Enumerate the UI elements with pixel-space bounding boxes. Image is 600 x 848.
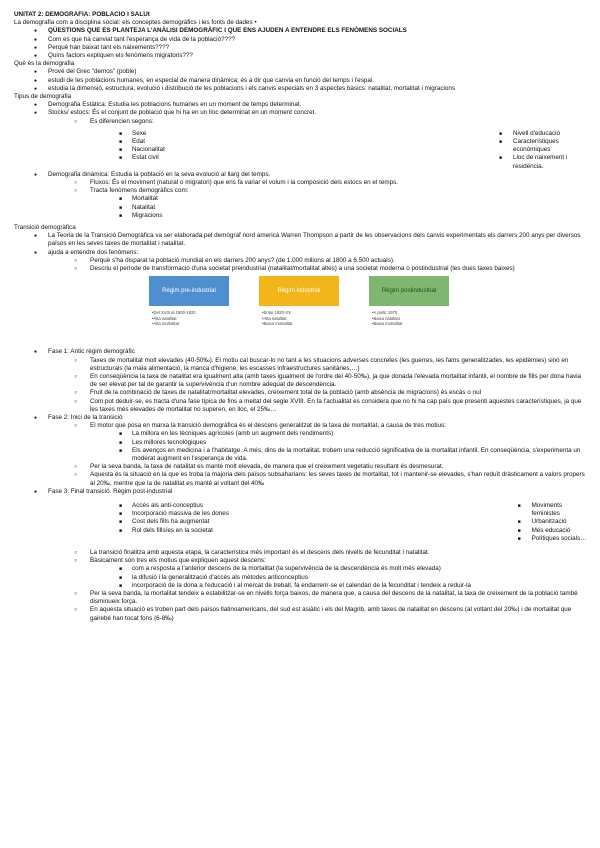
fase3-left-item: ■ Cost dels fills ha augmentat bbox=[14, 518, 282, 526]
diagram-list-item: • Baixa mortalitat bbox=[372, 321, 462, 327]
fase2-item: ○ Per la seva banda, la taxa de natalitat es manté molt elevada, de manera que el creixement vegetatiu resultant és desmesurat. bbox=[14, 463, 588, 471]
fase3-left-item: ■ Accés als anti-conceptius bbox=[14, 502, 282, 510]
diff-left-item: ■ Estat civil bbox=[14, 154, 263, 162]
question-item: ● Quins factors expliquen els fenòmens migratoris??? bbox=[14, 52, 588, 60]
fenomen-item: ■ Migracions bbox=[14, 212, 588, 220]
diferencien-item: ○ Es diferencien segons: bbox=[14, 118, 588, 126]
document-page bbox=[14, 11, 588, 623]
tracta-item: ○ Tracta fenòmens demogràfics com: bbox=[14, 187, 588, 195]
diagram-list-item: • Baixa natalitat bbox=[372, 316, 462, 322]
diagram-list-item: • Entre 1920-XX bbox=[262, 310, 352, 316]
fase2-heading: ● Fase 2: Inici de la transició bbox=[14, 414, 588, 422]
fase1-item: ○ Fruit de la combinació de taxes de natalitat/mortalitat elevades, creixement total de la població (amb absència de migracions) és escàs o nul bbox=[14, 389, 588, 397]
fenomen-item: ■ Natalitat bbox=[14, 204, 588, 212]
diferencien-grid bbox=[14, 130, 588, 171]
diff-right-item: ■ Lloc de naixement i residència. bbox=[513, 154, 588, 170]
teoria-item: ● La Teoria de la Transició Demogràfica va ser elaborada pel demògraf nord americà Warren Thompson a partir de les observacions dels canvis experimentats els darrers 200 anys per diversos països en les seves taxes de mortalitat i natalitat. bbox=[14, 232, 588, 248]
estatica-item: ● Demografia Estàtica: Estudia les poblacions humanes en un moment de temps determinat. bbox=[14, 101, 588, 109]
fase2-motiu: ■ Els avenços en medicina i a l'habitatge. A més, dins de la mortalitat, trobem una reducció significativa de la mortalitat infantil. En conseqüència, s'experimenta un moderat augment en l'esperança de vida. bbox=[14, 447, 588, 463]
fase2-motiu: ■ La millora en les tècniques agrícoles (amb un augment dels rendiments) bbox=[14, 430, 588, 438]
que-es-heading: Què és la demografia bbox=[14, 60, 75, 68]
transicio-heading: Transició demogràfica bbox=[14, 224, 76, 232]
diagram-box-postindustrial: Règim postindustrial bbox=[369, 276, 449, 306]
fase1-item: ○ Com pot deduir-se, es tracta d'una fase típica de fins a meitat del segle XVIII. En fa l'actualitat es considera que no hi ha cap país que presenti aquestes característiques, ja que les taxes més elevades de mortalitat no superen, en lloc, el 25‰… bbox=[14, 398, 588, 414]
diagram-list-item: • Del XVIII al 1900-1920 bbox=[152, 310, 242, 316]
fenomen-item: ■ Mortalitat bbox=[14, 195, 588, 203]
transition-diagram bbox=[14, 276, 588, 344]
diagram-list-industrial bbox=[262, 310, 352, 327]
stocks-item: ● Stocks/ estocs: És el conjunt de població que hi ha en un lloc determinat en un moment concret. bbox=[14, 109, 588, 117]
fase2-intro: ○ El motor que posa en marxa la transició demogràfica és el descens generalitzat de la taxa de mortalitat, a causa de tres motius: bbox=[14, 422, 588, 430]
diagram-box-preindustrial: Règim pre-industrial bbox=[149, 276, 229, 306]
ajuda-item: ● ajuda a entendre dos fenòmens: bbox=[14, 249, 588, 257]
diagram-list-item: • A partir 1970 bbox=[372, 310, 462, 316]
intro-line: La demografia com a disciplina social: els conceptes demogràfics i les fonts de dades • bbox=[14, 19, 257, 27]
fase2-motiu: ■ Les millores tecnològiques bbox=[14, 439, 588, 447]
dinamica-item: ● Demografia dinàmica: Estudia la població en la seva evolució al llarg del temps. bbox=[14, 171, 588, 179]
tipus-heading: Tipus de demografia bbox=[14, 93, 72, 101]
fase3-item: ○ En aquesta situació es troben part dels països llatinoamericans, del sud est asiàtic i els del Magrib, amb taxes de natalitat en descens (al voltant del 20‰) i de mortalitat que gairebé han tocat fons (6-8‰) bbox=[14, 606, 588, 622]
diagram-list-postindustrial bbox=[372, 310, 462, 327]
document-title: UNITAT 2: DEMOGRAFIA: POBLACIÓ I SALUt bbox=[14, 11, 150, 18]
fase3-right-item: ■ Moviments feministes bbox=[532, 502, 588, 518]
fase1-item: ○ En conseqüència la taxa de natalitat era igualment alta (amb taxes igualment de l'ordre del 40-50‰), ja que donada l'elevada mortalitat infantil, el nombre de fills per dona havia de ser elevat per tal de garantir la supervivència d'un nombre adequat de descendència. bbox=[14, 373, 588, 389]
diff-right-item: ■ Nivell d'educació bbox=[513, 130, 588, 138]
fase3-motiu: ■ com a resposta a l'anterior descens de la mortalitat (la supervivència de la descendència és molt més elevada) bbox=[14, 565, 588, 573]
diff-left-item: ■ Nacionalitat bbox=[14, 146, 263, 154]
diff-left-item: ■ Sexe bbox=[14, 130, 263, 138]
diagram-box-industrial: Règim industrial bbox=[259, 276, 339, 306]
fase1-item: ○ Taxes de mortalitat molt elevades (40-50‰). El motiu cal buscar-lo no tant a les situacions adverses concretes (les guerres, les fams generalitzades, les epidèmies) sinó en estructurals (la mala alimentació, la manca d'higiene, les escasses infraestructures sanitàries,…) bbox=[14, 357, 588, 373]
question-item: ● Perquè han baixat tant els naixements???? bbox=[14, 44, 588, 52]
ajuda-subitem: ○ Descriu el període de transformació d'una societat preindustrial (natalitat/mortalitat altes) a una societat moderna o postindustrial (les dues taxes baixes) bbox=[14, 265, 588, 273]
fase3-right-item: ■ Polítiques socials… bbox=[532, 535, 588, 543]
fase3-right-item: ■ Urbanització bbox=[532, 518, 588, 526]
que-es-item: ● Prové del Grec "demos" (poble) bbox=[14, 68, 588, 76]
diff-left-item: ■ Edat bbox=[14, 138, 263, 146]
diff-right-item: ■ Característiques econòmiques bbox=[513, 138, 588, 154]
fase3-grid bbox=[14, 502, 588, 543]
fase3-motiu: ■ la difusió i la generalització d'accés als mètodes anticonceptius bbox=[14, 574, 588, 582]
que-es-item: ● estudi de les poblacions humanes, en especial de manera dinàmica; és a dir que canvia en funció del temps i l'espai. bbox=[14, 77, 588, 85]
fase3-left-item: ■ Rol dels fills/es en la societat bbox=[14, 527, 282, 535]
fluxos-item: ○ Fluxos: És el moviment (natural o migratori) que ens fa variar el volum i la composició dels estocs en el temps. bbox=[14, 179, 588, 187]
diagram-list-item: • Alta mortalitat bbox=[152, 321, 242, 327]
diagram-list-item: • Baixa mortalitat bbox=[262, 321, 352, 327]
ajuda-subitem: ○ Perquè s'ha disparat la població mundial en els darrers 200 anys? (de 1.000 milions al 1800 a 6.500 actuals). bbox=[14, 257, 588, 265]
question-item: ● Com es que ha canviat tant l'esperança de vida de la població???? bbox=[14, 36, 588, 44]
fase3-heading: ● Fase 3: Final transició. Règim post-industrial bbox=[14, 488, 588, 496]
fase3-basicament: ○ Bàsicament són tres els motius que expliquen aquest descens: bbox=[14, 557, 588, 565]
fase1-heading: ● Fase 1: Antic règim demogràfic bbox=[14, 348, 588, 356]
diagram-list-preindustrial bbox=[152, 310, 242, 327]
fase3-transicio: ○ La transició finalitza amb aquesta etapa, la característica més important és el descens dels nivells de fecunditat i natalitat. bbox=[14, 549, 588, 557]
fase3-right-item: ■ Més educació bbox=[532, 527, 588, 535]
diagram-list-item: • Alta natalitat bbox=[152, 316, 242, 322]
fase3-left-item: ■ Incorporació massiva de les dones bbox=[14, 510, 282, 518]
fase3-item: ○ Per la seva banda, la mortalitat tendeix a estabilitzar-se en nivells força baixos, de manera que, a causa del descens de la natalitat, la taxa de creixement de la població també disminueix força. bbox=[14, 590, 588, 606]
fase2-item: ○ Aquesta és la situació en la que es troba la majoria dels països subsaharians: les seves taxes de mortalitat, tot i mantenir-se elevades, s'han reduït dràsticament a valors propers al 20‰, mentre que la de natalitat es manté al voltant del 40‰ bbox=[14, 471, 588, 487]
que-es-item: ● estudia la dimensió, estructura, evolució i distribució de les poblacions i els canvis especials en 3 aspectes bàsics: natalitat, mortalitat i migracions bbox=[14, 85, 588, 93]
fase3-motiu: ■ incorporació de la dona a l'educació i al mercat de treball, fa endarrerir-se el calendari de la fecunditat i tendeix a reduir-la bbox=[14, 582, 588, 590]
questions-heading: ● QÜESTIONS QUE ES PLANTEJA L'ANÀLISI DEMOGRÀFIC I QUE ENS AJUDEN A ENTENDRE ELS FENÒMENS SOCIALS bbox=[14, 27, 588, 35]
diagram-list-item: • Alta natalitat bbox=[262, 316, 352, 322]
